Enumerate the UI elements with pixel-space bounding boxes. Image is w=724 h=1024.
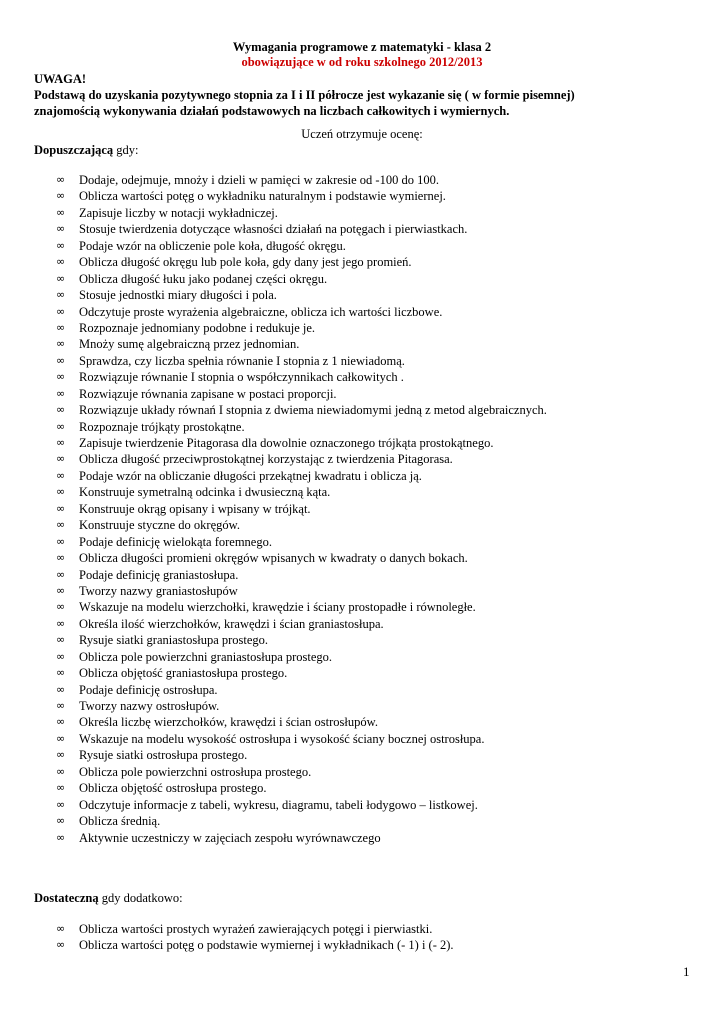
bullet-icon: ∞ xyxy=(56,682,66,696)
bullet-icon: ∞ xyxy=(56,715,66,729)
requirement-text: Oblicza wartości potęg o podstawie wymiernej i wykładnikach (- 1) i (- 2). xyxy=(79,938,454,953)
bullet-icon: ∞ xyxy=(56,633,66,647)
requirement-text: Dodaje, odejmuje, mnoży i dzieli w pamięci w zakresie od -100 do 100. xyxy=(79,173,439,187)
bullet-icon: ∞ xyxy=(56,386,66,400)
requirement-text: Podaje definicję wielokąta foremnego. xyxy=(79,534,272,549)
bullet-icon: ∞ xyxy=(56,501,66,515)
bullet-icon: ∞ xyxy=(56,518,66,532)
requirement-text: Określa ilość wierzchołków, krawędzi i ścian graniastosłupa. xyxy=(79,616,384,631)
bullet-icon: ∞ xyxy=(56,748,66,762)
requirement-text: Zapisuje twierdzenie Pitagorasa dla dowolnie oznaczonego trójkąta prostokątnego. xyxy=(79,436,494,450)
requirement-text: Konstruuje symetralną odcinka i dwusieczną kąta. xyxy=(79,485,331,500)
requirement-text: Oblicza pole powierzchni ostrosłupa prostego. xyxy=(79,764,312,779)
requirement-text: Podaje wzór na obliczenie pole koła, długość okręgu. xyxy=(79,238,346,253)
grade-name: Dostateczną xyxy=(34,891,99,905)
requirement-text: Oblicza pole powierzchni graniastosłupa prostego. xyxy=(79,649,333,664)
requirement-text: Podaje wzór na obliczanie długości przekątnej kwadratu i oblicza ją. xyxy=(79,468,422,483)
grade-heading-dostateczna xyxy=(34,891,183,906)
bullet-icon: ∞ xyxy=(56,649,66,663)
requirement-text: Oblicza wartości potęg o wykładniku naturalnym i podstawie wymiernej. xyxy=(79,189,446,204)
notice-block xyxy=(34,71,694,119)
bullet-icon: ∞ xyxy=(56,699,66,712)
bullet-icon: ∞ xyxy=(56,938,66,952)
page-number: 1 xyxy=(683,964,690,979)
bullet-icon: ∞ xyxy=(56,222,66,236)
requirement-text: Oblicza wartości prostych wyrażeń zawierających potęgi i pierwiastki. xyxy=(79,922,433,936)
requirement-text: Aktywnie uczestniczy w zajęciach zespołu wyrównawczego xyxy=(79,830,381,845)
bullet-icon: ∞ xyxy=(56,353,66,367)
requirement-text: Rozpoznaje jednomiany podobne i redukuje je. xyxy=(79,320,316,335)
bullet-icon: ∞ xyxy=(56,666,66,680)
requirement-text: Odczytuje proste wyrażenia algebraiczne, oblicza ich wartości liczbowe. xyxy=(79,304,443,319)
requirement-text: Rozwiązuje równania zapisane w postaci proporcji. xyxy=(79,386,337,401)
bullet-icon: ∞ xyxy=(56,370,66,384)
requirement-text: Rozwiązuje równanie I stopnia o współczynnikach całkowitych . xyxy=(79,370,404,385)
bullet-icon: ∞ xyxy=(56,797,66,811)
requirement-text: Rozwiązuje układy równań I stopnia z dwiema niewiadomymi jedną z metod algebraicznych. xyxy=(79,403,547,418)
requirement-text: Podaje definicję ostrosłupa. xyxy=(79,682,218,697)
grade-name: Dopuszczającą xyxy=(34,143,114,157)
requirement-text: Oblicza objętość graniastosłupa prostego. xyxy=(79,666,288,681)
bullet-icon: ∞ xyxy=(56,189,66,203)
requirement-text: Wskazuje na modelu wysokość ostrosłupa i wysokość ściany bocznej ostrosłupa. xyxy=(79,731,485,746)
requirement-text: Rozpoznaje trójkąty prostokątne. xyxy=(79,419,245,434)
bullet-icon: ∞ xyxy=(56,436,66,449)
bullet-icon: ∞ xyxy=(56,403,66,417)
requirement-text: Wskazuje na modelu wierzchołki, krawędzie i ściany prostopadłe i równoległe. xyxy=(79,600,476,615)
bullet-icon: ∞ xyxy=(56,238,66,252)
bullet-icon: ∞ xyxy=(56,255,66,269)
bullet-icon: ∞ xyxy=(56,551,66,565)
bullet-icon: ∞ xyxy=(56,304,66,318)
bullet-icon: ∞ xyxy=(56,485,66,499)
grade-heading-dopuszczajaca xyxy=(34,143,139,158)
requirement-text: Oblicza długość łuku jako podanej części okręgu. xyxy=(79,271,328,286)
bullet-icon: ∞ xyxy=(56,337,66,351)
bullet-icon: ∞ xyxy=(56,468,66,482)
requirement-text: Oblicza średnią. xyxy=(79,814,161,829)
bullet-icon: ∞ xyxy=(56,616,66,630)
grade-suffix: gdy: xyxy=(113,143,139,157)
requirement-text: Konstruuje okrąg opisany i wpisany w trójkąt. xyxy=(79,501,311,516)
requirement-text: Oblicza długość przeciwprostokątnej korzystając z twierdzenia Pitagorasa. xyxy=(79,452,453,467)
requirement-text: Konstruuje styczne do okręgów. xyxy=(79,518,240,533)
bullet-icon: ∞ xyxy=(56,830,66,844)
requirement-text: Oblicza długości promieni okręgów wpisanych w kwadraty o danych bokach. xyxy=(79,551,468,566)
requirement-text: Tworzy nazwy ostrosłupów. xyxy=(79,699,220,713)
bullet-icon: ∞ xyxy=(56,764,66,778)
notice-line: znajomością wykonywania działań podstawowych na liczbach całkowitych i wymiernych. xyxy=(34,104,510,118)
bullet-icon: ∞ xyxy=(56,583,66,597)
bullet-icon: ∞ xyxy=(56,600,66,614)
requirement-text: Sprawdza, czy liczba spełnia równanie I stopnia z 1 niewiadomą. xyxy=(79,353,405,368)
bullet-icon: ∞ xyxy=(56,534,66,548)
bullet-icon: ∞ xyxy=(56,288,66,302)
bullet-icon: ∞ xyxy=(56,271,66,285)
requirement-text: Odczytuje informacje z tabeli, wykresu, diagramu, tabeli łodygowo – listkowej. xyxy=(79,797,478,812)
bullet-icon: ∞ xyxy=(56,452,66,466)
bullet-icon: ∞ xyxy=(56,781,66,795)
grade-suffix: gdy dodatkowo: xyxy=(98,891,183,905)
requirement-text: Zapisuje liczby w notacji wykładniczej. xyxy=(79,205,278,220)
bullet-icon: ∞ xyxy=(56,922,66,935)
bullet-icon: ∞ xyxy=(56,731,66,745)
requirement-text: Rysuje siatki graniastosłupa prostego. xyxy=(79,633,269,648)
document-subtitle: obowiązujące w od roku szkolnego 2012/2013 xyxy=(241,55,483,69)
notice-line: Podstawą do uzyskania pozytywnego stopnia za I i II półrocze jest wykazanie się ( w formie pisemnej) xyxy=(34,88,575,102)
bullet-icon: ∞ xyxy=(56,173,66,186)
bullet-icon: ∞ xyxy=(56,205,66,219)
bullet-icon: ∞ xyxy=(56,419,66,433)
bullet-icon: ∞ xyxy=(56,567,66,581)
document-title: Wymagania programowe z matematyki - klasa 2 xyxy=(232,40,492,54)
notice-heading: UWAGA! xyxy=(34,72,87,86)
requirement-text: Oblicza objętość ostrosłupa prostego. xyxy=(79,781,267,796)
intro-line: Uczeń otrzymuje ocenę: xyxy=(301,127,423,141)
requirement-text: Rysuje siatki ostrosłupa prostego. xyxy=(79,748,248,763)
requirement-text: Oblicza długość okręgu lub pole koła, gdy dany jest jego promień. xyxy=(79,255,412,270)
bullet-icon: ∞ xyxy=(56,814,66,828)
requirement-text: Określa liczbę wierzchołków, krawędzi i ścian ostrosłupów. xyxy=(79,715,378,730)
bullet-icon: ∞ xyxy=(56,320,66,334)
requirement-text: Stosuje jednostki miary długości i pola. xyxy=(79,288,277,303)
requirement-text: Podaje definicję graniastosłupa. xyxy=(79,567,239,582)
requirement-text: Stosuje twierdzenia dotyczące własności działań na potęgach i pierwiastkach. xyxy=(79,222,468,237)
requirement-text: Mnoży sumę algebraiczną przez jednomian. xyxy=(79,337,300,352)
requirement-text: Tworzy nazwy graniastosłupów xyxy=(79,583,238,598)
